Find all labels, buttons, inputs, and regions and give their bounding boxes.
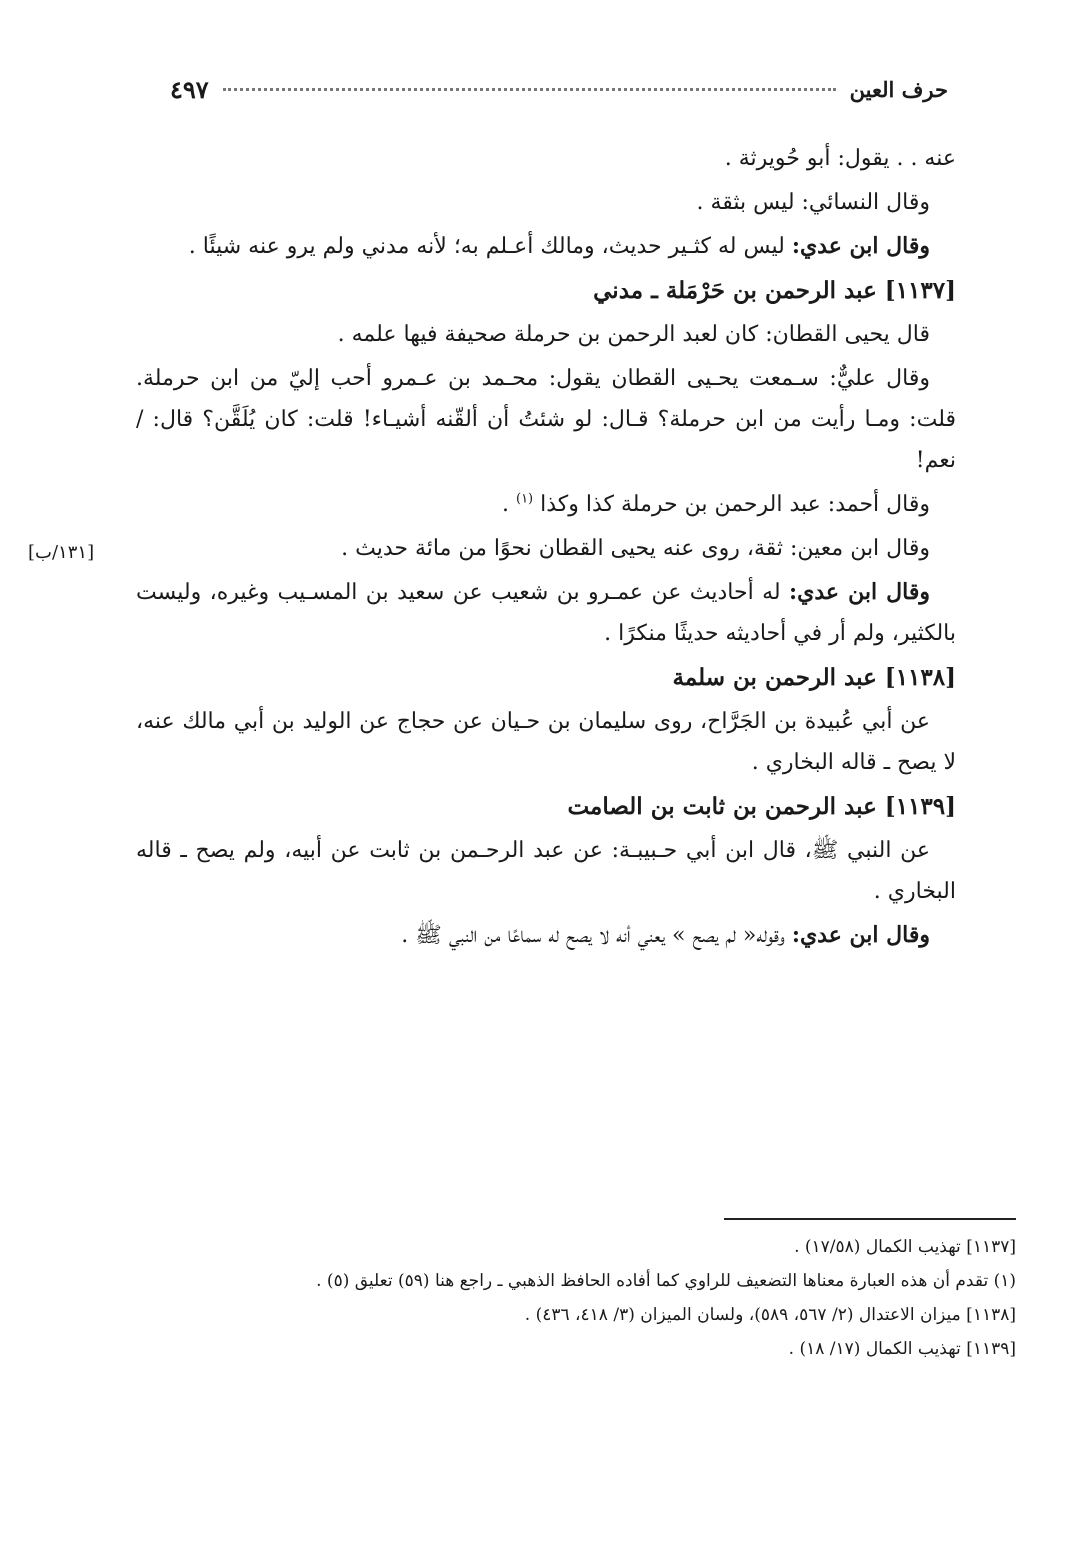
entry-heading-1137: [١١٣٧] عبد الرحمن بن حَرْمَلة ـ مدني	[593, 277, 956, 304]
paragraph	[136, 915, 956, 956]
footnote-separator	[724, 1218, 1016, 1220]
paragraph	[136, 528, 956, 569]
paragraph-text: عن أبي عُبيدة بن الجَرَّاح، روى سليمان بن حـيان عن حجاج عن الوليد بن أبي مالك عنه، لا يصح ـ قاله البخاري .	[136, 709, 956, 775]
paragraph-text: عنه . . يقول: أبو حُويرثة .	[724, 146, 956, 171]
footnotes	[136, 1232, 1016, 1368]
paragraph-text: ليس له كثـير حديث، ومالك أعـلم به؛ لأنه مدني ولم يرو عنه شيئًا .	[188, 234, 792, 259]
paragraph	[136, 226, 956, 267]
paragraph-text: وقال عليٌّ: سـمعت يحـيى القطان يقول: محـمد بن عـمرو أحب إليّ من ابن حرملة. قلت: ومـا رأيت من ابن حرملة؟ قـال: لو شئتُ أن ألقّنه أشيـاء! قلت: كان يُلَقَّن؟ قال: / نعم!	[136, 366, 956, 473]
page-number: ٤٩٧	[170, 74, 209, 104]
paragraph-text: وقال النسائي: ليس بثقة .	[696, 190, 930, 215]
chapter-title: حرف العين	[849, 76, 948, 102]
paragraph	[136, 358, 956, 481]
paragraph	[136, 572, 956, 654]
paragraph-text: وقوله« لم يصح » يعني أنه لا يصح له سماعًا من النبي ﷺ .	[401, 923, 792, 948]
speaker-label: وقال ابن عدي:	[789, 579, 930, 605]
speaker-label: وقال ابن عدي:	[791, 233, 930, 259]
paragraph-text: .	[501, 492, 516, 517]
paragraph	[136, 182, 956, 223]
paragraph	[136, 830, 956, 912]
paragraph-text: وقال ابن معين: ثقة، روى عنه يحيى القطان نحوًا من مائة حديث .	[341, 536, 930, 561]
paragraph-text: قال يحيى القطان: كان لعبد الرحمن بن حرملة صحيفة فيها علمه .	[337, 322, 930, 347]
paragraph-text: له أحاديث عن عمـرو بن شعيب عن سعيد بن المسـيب وغيره، وليست بالكثير، ولم أر في أحاديثه حديثًا منكرًا .	[136, 580, 956, 646]
paragraph	[136, 314, 956, 355]
entry-heading-1138: [١١٣٨] عبد الرحمن بن سلمة	[672, 664, 956, 691]
paragraph	[136, 701, 956, 783]
paragraph-text: عن النبي ﷺ، قال ابن أبي حـبيبـة: عن عبد الرحـمن بن ثابت عن أبيه، ولم يصح ـ قاله البخاري .	[136, 838, 956, 904]
paragraph	[136, 484, 956, 525]
paragraph-text: وقال أحمد: عبد الرحمن بن حرملة كذا وكذا	[540, 492, 930, 517]
entry-heading-1139: [١١٣٩] عبد الرحمن بن ثابت بن الصامت	[567, 793, 956, 820]
footnote: [١١٣٨] ميزان الاعتدال (٢/ ٥٦٧، ٥٨٩)، ولسان الميزان (٣/ ٤١٨، ٤٣٦) .	[524, 1305, 1016, 1325]
running-header	[170, 72, 948, 106]
header-dotted-rule	[223, 88, 836, 91]
footnote: [١١٣٧] تهذيب الكمال (١٧/٥٨) .	[794, 1237, 1016, 1257]
paragraph	[136, 138, 956, 179]
footnote: [١١٣٩] تهذيب الكمال (١٧/ ١٨) .	[788, 1339, 1016, 1359]
main-text	[136, 138, 956, 959]
footnote: (١) تقدم أن هذه العبارة معناها التضعيف للراوي كما أفاده الحافظ الذهبي ـ راجع هنا (٥٩) تعليق (٥) .	[316, 1271, 1016, 1291]
footnote-reference[interactable]: (١)	[515, 491, 534, 507]
speaker-label: وقال ابن عدي:	[791, 922, 930, 948]
manuscript-folio-note: [١٣١/ب]	[28, 542, 95, 563]
